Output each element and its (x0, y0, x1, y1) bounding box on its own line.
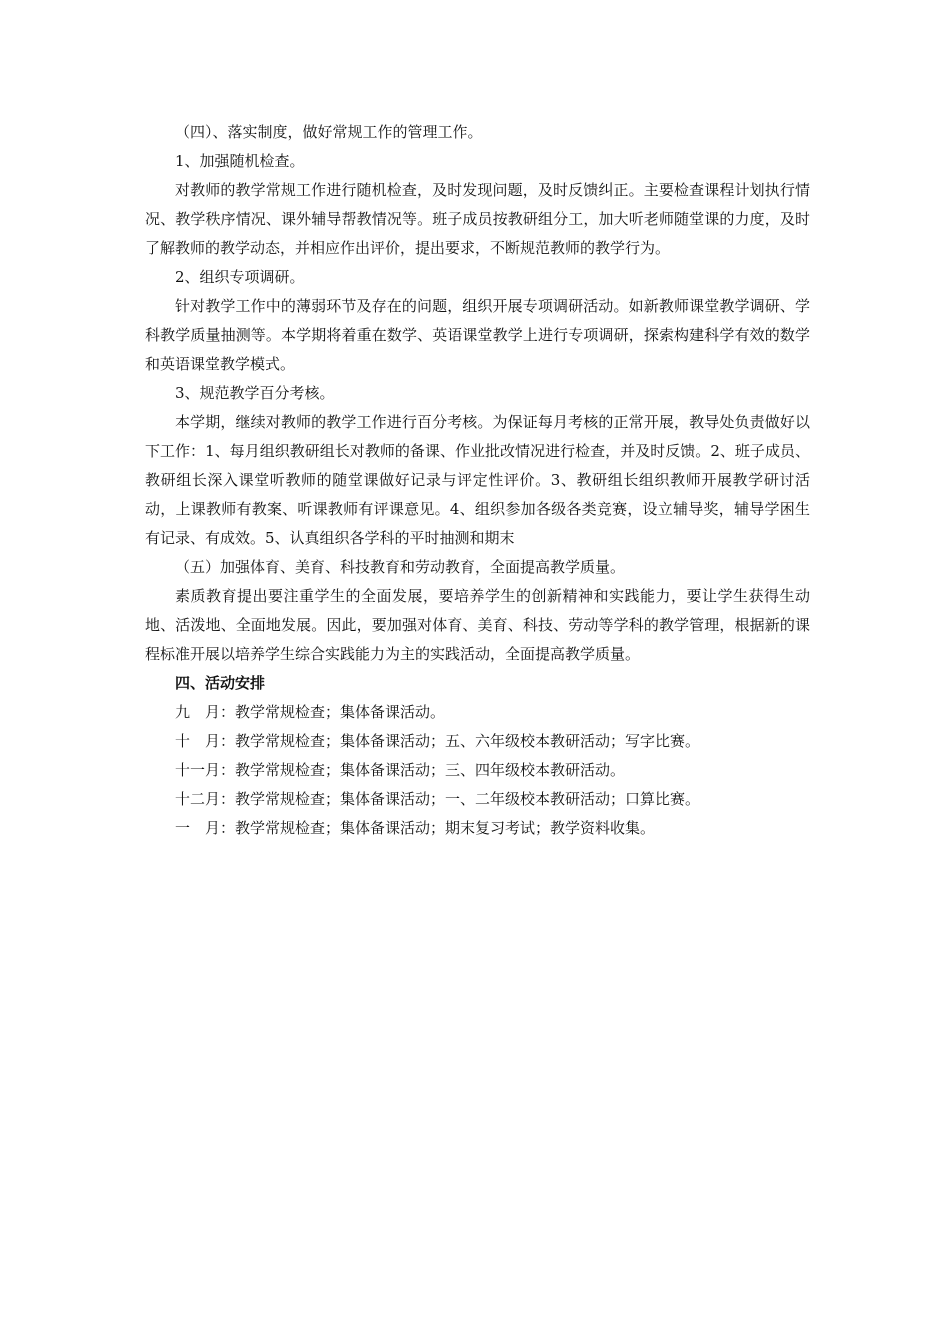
paragraph: 素质教育提出要注重学生的全面发展，要培养学生的创新精神和实践能力，要让学生获得生动地、活泼地、全面地发展。因此，要加强对体育、美育、科技、劳动等学科的教学管理，根据新的课程标准开展以培养学生综合实践能力为主的实践活动，全面提高教学质量。 (145, 587, 810, 663)
activity-item: 十 月：教学常规检查；集体备课活动；五、六年级校本教研活动；写字比赛。 (175, 732, 701, 750)
paragraph: 本学期，继续对教师的教学工作进行百分考核。为保证每月考核的正常开展，教导处负责做好以下工作：1、每月组织教研组长对教师的备课、作业批改情况进行检查，并及时反馈。2、班子成员、教研组长深入课堂听教师的随堂课做好记录与评定性评价。3、教研组长组织教师开展教学研讨活动，上课教师有教案、听课教师有评课意见。4、组织参加各级各类竞赛，设立辅导奖，辅导学困生有记录、有成效。5、认真组织各学科的平时抽测和期末 (145, 413, 810, 547)
activity-item: 十一月：教学常规检查；集体备课活动；三、四年级校本教研活动。 (175, 761, 626, 779)
paragraph: 对教师的教学常规工作进行随机检查，及时发现问题，及时反馈纠正。主要检查课程计划执行情况、教学秩序情况、课外辅导帮教情况等。班子成员按教研组分工，加大听老师随堂课的力度，及时了解教师的教学动态，并相应作出评价，提出要求，不断规范教师的教学行为。 (145, 181, 810, 257)
paragraph: 针对教学工作中的薄弱环节及存在的问题，组织开展专项调研活动。如新教师课堂教学调研、学科教学质量抽测等。本学期将着重在数学、英语课堂教学上进行专项调研，探索构建科学有效的数学和英语课堂教学模式。 (145, 297, 810, 373)
activity-item: 一 月：教学常规检查；集体备课活动；期末复习考试；教学资料收集。 (175, 819, 656, 837)
activities-heading: 四、活动安排 (175, 674, 266, 692)
section-heading: （四）、落实制度，做好常规工作的管理工作。 (175, 123, 483, 141)
activity-item: 九 月：教学常规检查；集体备课活动。 (175, 703, 446, 721)
activity-item: 十二月：教学常规检查；集体备课活动；一、二年级校本教研活动；口算比赛。 (175, 790, 701, 808)
item-title: 1、加强随机检查。 (175, 152, 305, 170)
item-title: 3、规范教学百分考核。 (175, 384, 335, 402)
document-body (145, 118, 810, 843)
item-title: 2、组织专项调研。 (175, 268, 305, 286)
section-heading: （五）加强体育、美育、科技教育和劳动教育，全面提高教学质量。 (175, 558, 626, 576)
